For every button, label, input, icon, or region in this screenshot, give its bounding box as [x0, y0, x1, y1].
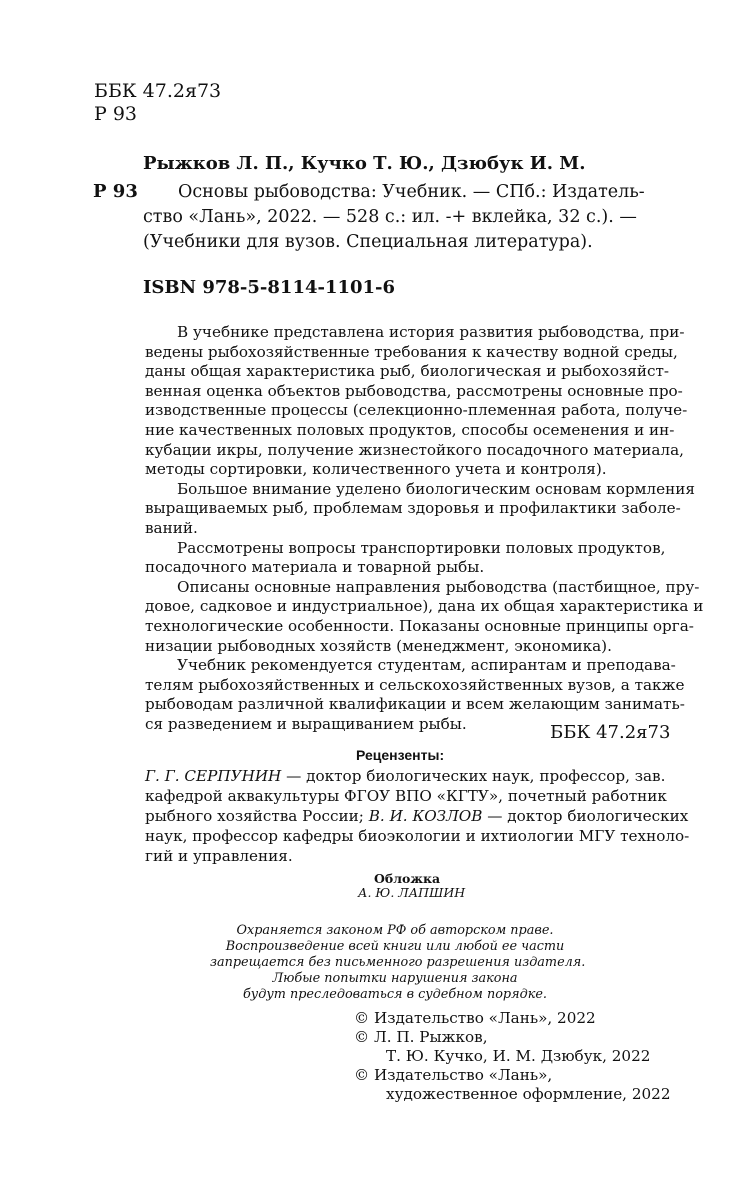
copyright-line: художественное оформление, 2022: [386, 1085, 671, 1103]
abstract-paragraph: [145, 539, 673, 578]
abstract-line: венная оценка объектов рыбоводства, рассмотрены основные про-: [145, 381, 683, 400]
abstract-line: Учебник рекомендуется студентам, аспирантам и преподава-: [177, 656, 676, 675]
abstract: [145, 323, 704, 734]
abstract-line: Большое внимание уделено биологическим основам кормления: [177, 479, 695, 498]
copyright-notice: [210, 923, 586, 1003]
abstract-paragraph: [145, 323, 688, 480]
reviewer-name: Г. Г. СЕРПУНИН: [145, 767, 282, 785]
abstract-line: даны общая характеристика рыб, биологическая и рыбохозяйст-: [145, 362, 670, 381]
abstract-line: технологические особенности. Показаны основные принципы орга-: [145, 616, 694, 635]
abstract-line: рыбоводам различной квалификации и всем желающим занимать-: [145, 695, 685, 714]
cover-heading: Обложка: [374, 871, 441, 886]
abstract-line: ся разведением и выращиванием рыбы.: [145, 714, 467, 733]
abstract-line: ние качественных половых продуктов, способы осеменения и ин-: [145, 420, 675, 439]
copyright-line: Т. Ю. Кучко, И. М. Дзюбук, 2022: [386, 1047, 651, 1065]
bbk-code-right: ББК 47.2я73: [550, 722, 671, 743]
reviewer-name: В. И. КОЗЛОВ: [368, 807, 483, 825]
notice-line: запрещается без письменного разрешения издателя.: [210, 955, 586, 970]
abstract-line: телям рыбохозяйственных и сельскохозяйственных вузов, а также: [145, 675, 685, 694]
abstract-line: Описаны основные направления рыбоводства (пастбищное, пру-: [177, 577, 700, 596]
citation-line: Основы рыбоводства: Учебник. — СПб.: Издатель-: [178, 182, 645, 202]
abstract-line: изводственные процессы (селекционно-племенная работа, получе-: [145, 401, 688, 420]
abstract-line: ваний.: [145, 518, 198, 537]
copyright-line: © Издательство «Лань»,: [354, 1066, 553, 1084]
reviewer-line: [145, 806, 689, 826]
reviewer-line: [145, 766, 689, 786]
copyright-line: © Издательство «Лань», 2022: [354, 1009, 596, 1027]
abstract-line: Рассмотрены вопросы транспортировки половых продуктов,: [177, 538, 666, 557]
bbk-code-block: [94, 80, 221, 126]
citation: [143, 180, 645, 255]
reviewer-line: наук, профессор кафедры биоэкологии и ихтиологии МГУ техноло-: [145, 827, 690, 845]
reviewer-text: — доктор биологических: [482, 807, 689, 825]
abstract-paragraph: [145, 479, 695, 539]
reviewer-text: рыбного хозяйства России;: [145, 807, 369, 825]
copyright-block: [354, 1009, 671, 1104]
author-sign: Р 93: [94, 103, 138, 125]
abstract-paragraph: [145, 577, 704, 656]
abstract-line: кубации икры, получение жизнестойкого посадочного материала,: [145, 440, 684, 459]
abstract-line: довое, садковое и индустриальное), дана их общая характеристика и: [145, 597, 704, 616]
reviewer-line: гий и управления.: [145, 847, 293, 865]
citation-line: (Учебники для вузов. Специальная литература).: [143, 232, 593, 252]
abstract-line: ведены рыбохозяйственные требования к качеству водной среды,: [145, 342, 678, 361]
reviewers: [145, 766, 689, 866]
notice-line: будут преследоваться в судебном порядке.: [243, 987, 547, 1002]
copyright-line: © Л. П. Рыжков,: [354, 1028, 488, 1046]
authors: Рыжков Л. П., Кучко Т. Ю., Дзюбук И. М.: [143, 153, 586, 174]
notice-line: Воспроизведение всей книги или любой ее части: [225, 939, 565, 954]
reviewer-line: кафедрой аквакультуры ФГОУ ВПО «КГТУ», почетный работник: [145, 787, 667, 805]
cover-designer: А. Ю. ЛАПШИН: [358, 885, 466, 900]
bbk-code: ББК 47.2я73: [94, 80, 222, 102]
abstract-line: В учебнике представлена история развития рыбоводства, при-: [177, 323, 685, 341]
citation-line: ство «Лань», 2022. — 528 с.: ил. -+ вклейка, 32 с.). —: [143, 207, 637, 227]
abstract-line: выращиваемых рыб, проблемам здоровья и профилактики заболе-: [145, 499, 681, 518]
abstract-line: методы сортировки, количественного учета и контроля).: [145, 460, 607, 479]
reviewer-text: — доктор биологических наук, профессор, зав.: [281, 767, 666, 785]
notice-line: Охраняется законом РФ об авторском праве.: [236, 923, 554, 938]
notice-line: Любые попытки нарушения закона: [272, 971, 518, 986]
reviewers-heading: Рецензенты:: [356, 747, 445, 763]
isbn: ISBN 978-5-8114-1101-6: [143, 277, 396, 298]
abstract-line: посадочного материала и товарной рыбы.: [145, 558, 485, 577]
abstract-line: низации рыбоводных хозяйств (менеджмент, экономика).: [145, 636, 612, 655]
author-code: Р 93: [93, 181, 138, 202]
